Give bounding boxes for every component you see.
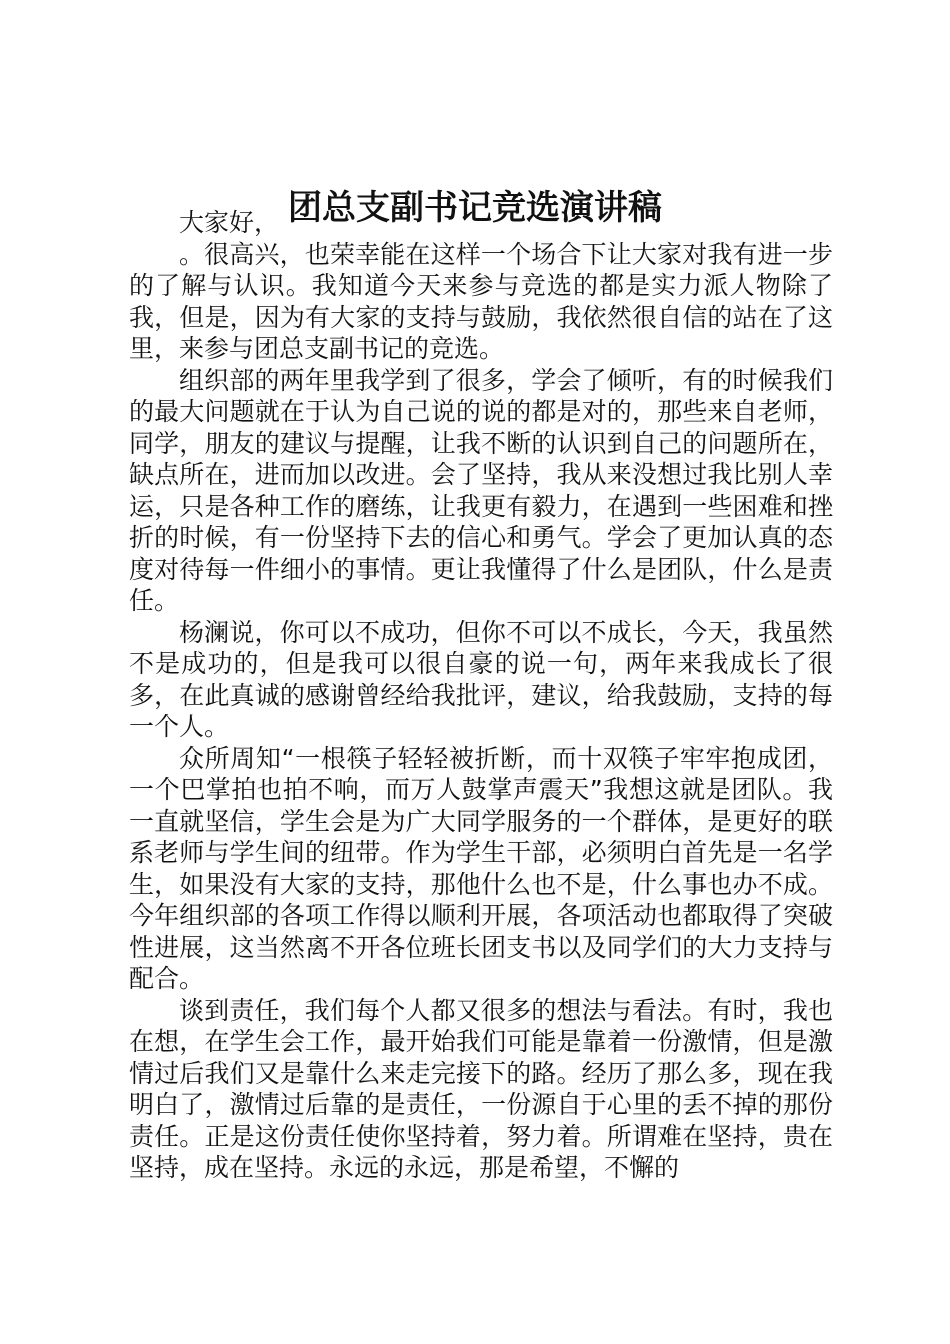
paragraph: 谈到责任，我们每个人都又很多的想法与看法。有时，我也在想，在学生会工作，最开始我们可能是靠着一份激情，但是激情过后我们又是靠什么来走完接下的路。经历了那么多，现在我明白了，激情过后靠的是责任，一份源自于心里的丢不掉的那份责任。正是这份责任使你坚持着，努力着。所谓难在坚持，贵在坚持，成在坚持。永远的永远，那是希望，不懈的 bbox=[129, 995, 833, 1182]
document-body bbox=[129, 207, 833, 1184]
greeting-line: 大家好， bbox=[179, 208, 280, 237]
paragraph: 组织部的两年里我学到了很多，学会了倾听，有的时候我们的最大问题就在于认为自己说的说的都是对的，那些来自老师，同学，朋友的建议与提醒，让我不断的认识到自己的问题所在，缺点所在，进而加以改进。会了坚持，我从来没想过我比别人幸运，只是各种工作的磨练，让我更有毅力，在遇到一些困难和挫折的时候，有一份坚持下去的信心和勇气。学会了更加认真的态度对待每一件细小的事情。更让我懂得了什么是团队，什么是责任。 bbox=[129, 365, 833, 615]
paragraph: 杨澜说，你可以不成功，但你不可以不成长，今天，我虽然不是成功的，但是我可以很自豪的说一句，两年来我成长了很多，在此真诚的感谢曾经给我批评，建议，给我鼓励，支持的每一个人。 bbox=[129, 617, 833, 741]
paragraph: 。很高兴，也荣幸能在这样一个场合下让大家对我有进一步的了解与认识。我知道今天来参与竞选的都是实力派人物除了我，但是，因为有大家的支持与鼓励，我依然很自信的站在了这里，来参与团总支副书记的竞选。 bbox=[129, 239, 833, 363]
paragraph: 众所周知“一根筷子轻轻被折断，而十双筷子牢牢抱成团，一个巴掌拍也拍不响，而万人鼓掌声震天”我想这就是团队。我一直就坚信，学生会是为广大同学服务的一个群体，是更好的联系老师与学生间的纽带。作为学生干部，必须明白首先是一名学生，如果没有大家的支持，那他什么也不是，什么事也办不成。今年组织部的各项工作得以顺利开展，各项活动也都取得了突破性进展，这当然离不开各位班长团支书以及同学们的大力支持与配合。 bbox=[129, 743, 833, 993]
document-title: 团总支副书记竞选演讲稿 bbox=[288, 188, 662, 228]
